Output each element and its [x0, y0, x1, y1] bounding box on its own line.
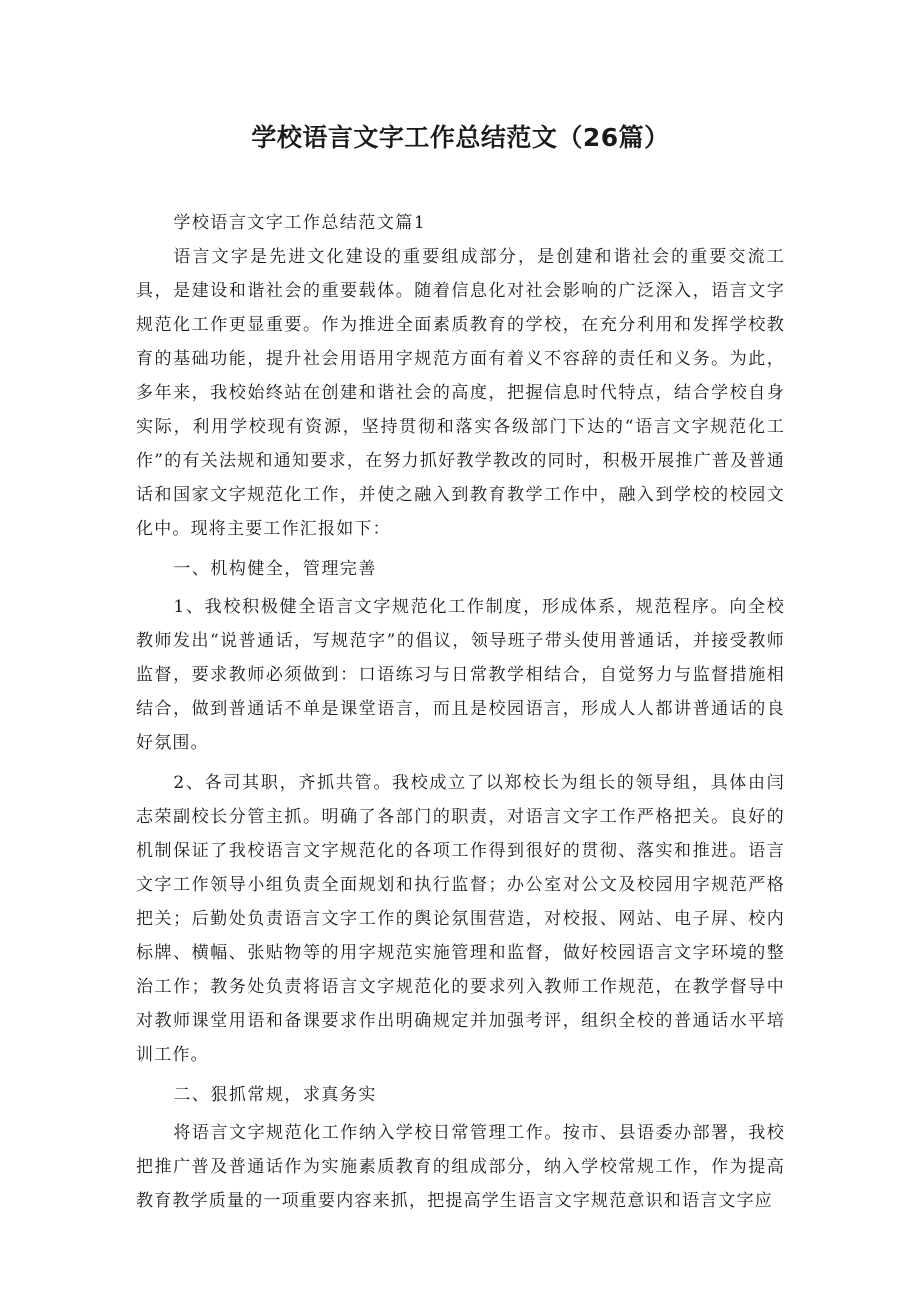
paragraph-3: 将语言文字规范化工作纳入学校日常管理工作。按市、县语委办部署，我校把推广普及普通话作为实施素质教育的组成部分，纳入学校常规工作，作为提高教育教学质量的一项重要内容来抓，把提高学生语言文字规范意识和语言文字应: [136, 1123, 785, 1211]
section-label: 学校语言文字工作总结范文篇1: [173, 213, 427, 233]
item-2-paragraph: 2、各司其职，齐抓共管。我校成立了以郑校长为组长的领导组，具体由闫志荣副校长分管主抓。明确了各部门的职责，对语言文字工作严格把关。良好的机制保证了我校语言文字规范化的各项工作得到很好的贯彻、落实和推进。语言文字工作领导小组负责全面规划和执行监督；办公室对公文及校园用字规范严格把关；后勤处负责语言文字工作的舆论氛围营造，对校报、网站、电子屏、校内标牌、横幅、张贴物等的用字规范实施管理和监督，做好校园语言文字环境的整治工作；教务处负责将语言文字规范化的要求列入教师工作规范，在教学督导中对教师课堂用语和备课要求作出明确规定并加强考评，组织全校的普通话水平培训工作。: [136, 773, 785, 1065]
item-1-paragraph: 1、我校积极健全语言文字规范化工作制度，形成体系，规范程序。向全校教师发出“说普通话，写规范字”的倡议，领导班子带头使用普通话，并接受教师监督，要求教师必须做到：口语练习与日常教学相结合，自觉努力与监督措施相结合，做到普通话不单是课堂语言，而且是校园语言，形成人人都讲普通话的良好氛围。: [136, 597, 785, 753]
document-title: 学校语言文字工作总结范文（26篇）: [251, 123, 670, 152]
intro-paragraph: 语言文字是先进文化建设的重要组成部分，是创建和谐社会的重要交流工具，是建设和谐社会的重要载体。随着信息化对社会影响的广泛深入，语言文字规范化工作更显重要。作为推进全面素质教育的学校，在充分利用和发挥学校教育的基础功能，提升社会用语用字规范方面有着义不容辞的责任和义务。为此，多年来，我校始终站在创建和谐社会的高度，把握信息时代特点，结合学校自身实际，利用学校现有资源，坚持贯彻和落实各级部门下达的“语言文字规范化工作”的有关法规和通知要求，在努力抓好教学教改的同时，积极开展推广普及普通话和国家文字规范化工作，并使之融入到教育教学工作中，融入到学校的校园文化中。现将主要工作汇报如下：: [136, 247, 785, 539]
heading-2: 二、狠抓常规，求真务实: [173, 1085, 377, 1105]
heading-1: 一、机构健全，管理完善: [173, 559, 377, 579]
